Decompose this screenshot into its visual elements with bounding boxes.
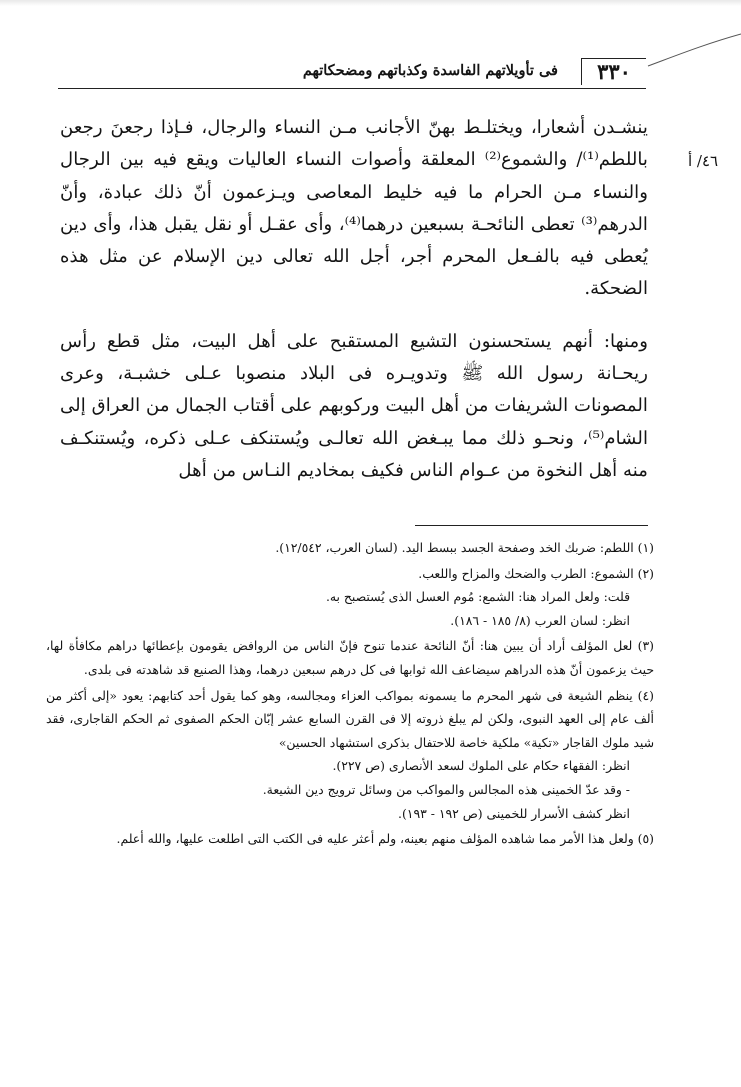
footnote-separator: [415, 525, 648, 526]
footnote-subline: انظر كشف الأسرار للخمينى (ص ١٩٢ - ١٩٣).: [398, 805, 630, 821]
footnote-text: (٢) الشموع: الطرب والضحك والمزاح واللعب.: [418, 565, 654, 581]
footnote: [46, 562, 654, 633]
footnotes: [46, 536, 654, 853]
footnote: [46, 827, 654, 851]
paragraph: ينشـدن أشعارا، ويختلـط بهنّ الأجانب مـن النساء والرجال، فـإذا رجعنَ رجعن باللطم⁽¹⁾/ والشموع⁽²⁾ المعلقة وأصوات النساء العاليات ويقع فيه بين الرجال والنساء مـن الحرام ما فيه خليط المعاصى ويـزعمون أنّ ذلك عبادة، وأنّ الدرهم⁽³⁾ تعطى النائحـة بسبعين درهما⁽⁴⁾، وأى عقـل أو نقل يقبل هذا، وأى دين يُعطى فيه بالفـعل المحرم أجر، أجل الله تعالى دين الإسلام عن مثل هذه الضحكة.: [60, 117, 648, 300]
footnote: [46, 536, 654, 560]
footnote-text: (٤) ينظم الشيعة فى شهر المحرم ما يسمونه بمواكب العزاء ومجالسه، وهو كما يقول أحد كتابهم: يعود «إلى أكثر من ألف عام إلى العهد النبوى، ولكن لم يبلغ ذروته إلا فى القرن السابع عشر إبّان الحكم الصفوى ثم الحكم القاجارى، فقد شيد ملوك القاجار «تكية» ملكية خاصة للاحتفال بذكرى استشهاد الحسين»: [46, 687, 654, 750]
running-title: فى تأويلاتهم الفاسدة وكذباتهم ومضحكاتهم: [302, 62, 558, 79]
footnote-subline: انظر: الفقهاء حكام على الملوك لسعد الأنصارى (ص ٢٢٧).: [332, 758, 630, 774]
footnote: [46, 634, 654, 681]
main-text: [60, 112, 648, 487]
paragraph: ومنها: أنهم يستحسنون التشيع المستقبح على أهل البيت، مثل قطع رأس ريحـانة رسول الله ﷺ وتدويـره فى البلاد منصوبا عـلى خشبـة، وعرى المصونات الشريفات من أهل البيت وركوبهم على أقتاب الجمال من العراق إلى الشام⁽⁵⁾، ونحـو ذلك مما يبـغض الله تعالـى ويُستنكف عـلى ذكره، ويُستنكـف منه أهل النخوة من عـوام الناس فكيف بمخاديم النـاس من أهل: [60, 330, 648, 481]
footnote-text: (١) اللطم: ضربك الخد وصفحة الجسد ببسط اليد. (لسان العرب، ١٢/٥٤٢).: [275, 540, 654, 555]
page-number: ٣٣٠: [581, 58, 646, 85]
footnote: [46, 684, 654, 826]
footnote-text: (٣) لعل المؤلف أراد أن يبين هنا: أنّ النائحة عندما تنوح فإنّ الناس من الروافض يقومون بإعطائها دراهم مكافأة لها، حيث يزعمون أنّ هذه الدراهم سيضاعف الله ثوابها فى كل درهم سبعين درهما، وهذا الصنيع قد شاهدته فى بلدى.: [46, 638, 654, 677]
footnote-subline: - وقد عدّ الخمينى هذه المجالس والمواكب من وسائل ترويج دين الشيعة.: [262, 781, 630, 797]
header-rule: [58, 88, 646, 89]
footnote-subline: قلت: ولعل المراد هنا: الشمع: مُوم العسل الذى يُستصبح به.: [325, 589, 630, 605]
footnote-text: (٥) ولعل هذا الأمر مما شاهده المؤلف منهم بعينه، ولم أعثر عليه فى الكتب التى اطلعت عليها، والله أعلم.: [116, 831, 654, 847]
margin-folio-reference: ٤٦/ أ: [688, 152, 719, 170]
footnote-subline: انظر: لسان العرب (٨/ ١٨٥ - ١٨٦).: [450, 612, 630, 628]
page-header: [58, 54, 646, 94]
